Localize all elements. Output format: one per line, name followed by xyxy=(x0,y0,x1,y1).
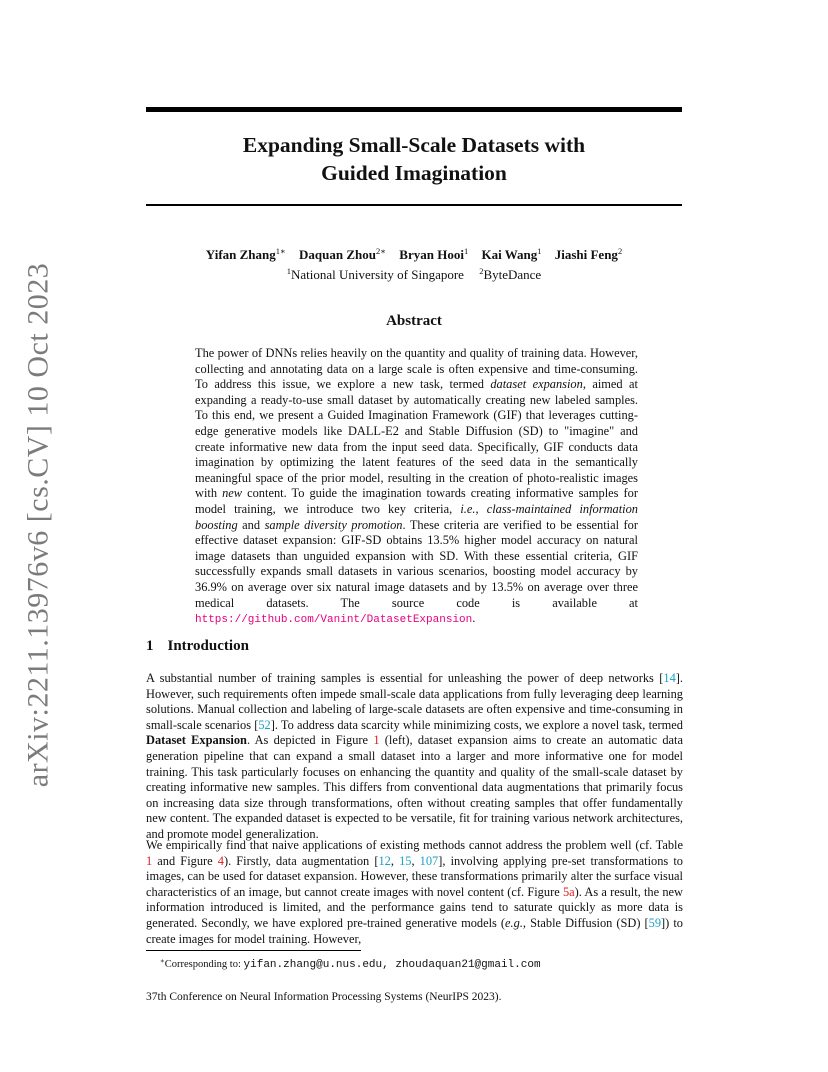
citation-link[interactable]: 52 xyxy=(258,717,271,732)
source-code-link[interactable]: https://github.com/Vanint/DatasetExpansion xyxy=(195,614,473,627)
table-link[interactable]: 1 xyxy=(146,853,153,868)
author: Bryan Hooi$^1$ xyxy=(399,246,469,262)
citation-link[interactable]: 15 xyxy=(399,853,412,868)
title-line-1: Expanding Small-Scale Datasets with xyxy=(242,133,586,157)
author: Kai Wang$^1$ xyxy=(481,246,542,262)
arxiv-side-stamp xyxy=(16,262,60,788)
section-title: Introduction xyxy=(167,638,249,654)
citation-link[interactable]: 14 xyxy=(663,671,676,685)
footnote: ∗Corresponding to: yifan.zhang@u.nus.edu, zhoudaquan21@gmail.com xyxy=(160,957,541,971)
affiliations xyxy=(146,263,682,283)
author: Jiashi Feng$^2$ xyxy=(554,246,623,262)
affiliation: $^2$ByteDance xyxy=(479,266,542,282)
intro-paragraph-2: We empirically find that naive applications of existing methods cannot address the problem well (cf. Table 1 and Figure 4). Firstly, data augmentation [12, 15, 107], involving applying pre-set transformations to images, can be used for dataset expansion. However, these transformations primarily alter the surface visual characteristics of an image, but cannot create images with novel content (cf. Figure 5a). As a result, the new information introduced is limited, and the performance gains tend to saturate quickly as more data is generated. Secondly, we have explored pre-trained generative models (e.g., Stable Diffusion (SD) [59]) to create images for model training. However, xyxy=(146,838,683,946)
arxiv-identifier: arXiv:2211.13976v6 [cs.CV] 10 Oct 2023 xyxy=(21,262,54,788)
figure-link[interactable]: 1 xyxy=(373,733,380,748)
citation-link[interactable]: 59 xyxy=(648,915,662,930)
citation-link[interactable]: 107 xyxy=(419,853,439,868)
author: Yifan Zhang$^{1∗}$ xyxy=(205,246,286,262)
figure-link[interactable]: 5a xyxy=(562,884,575,899)
author: Daquan Zhou$^{2∗}$ xyxy=(299,246,387,262)
title-bottom-rule xyxy=(146,204,682,206)
author-names xyxy=(146,243,682,263)
section-heading-introduction xyxy=(146,638,249,655)
affiliation: $^1$National University of Singapore xyxy=(286,266,464,282)
intro-paragraph-1: A substantial number of training samples is essential for unleashing the power of deep networks [14]. However, such requirements often impede small-scale data applications from fully leveraging deep learning solutions. Manual collection and labeling of large-scale datasets are often expensive and time-consuming in small-scale scenarios [52]. To address data scarcity while minimizing costs, we explore a novel task, termed Dataset Expansion. As depicted in Figure 1 (left), dataset expansion aims to create an automatic data generation pipeline that can expand a small dataset into a larger and more informative one for model training. This task particularly focuses on enhancing the quantity and quality of the small-scale dataset by creating informative new samples. This differs from conventional data augmentations that primarily focus on increasing data size through transformations, often without creating samples that offer fundamentally new content. The expanded dataset is expected to be versatile, fit for training various network architectures, and promote model generalization. xyxy=(146,671,683,841)
abstract-heading: Abstract xyxy=(386,313,442,329)
footnote-emails: yifan.zhang@u.nus.edu, zhoudaquan21@gmail.com xyxy=(243,959,541,971)
paper-title xyxy=(146,131,682,187)
title-line-2: Guided Imagination xyxy=(321,161,507,185)
figure-link[interactable]: 4 xyxy=(217,853,224,868)
section-number: 1 xyxy=(146,638,154,654)
conference-note: 37th Conference on Neural Information Processing Systems (NeurIPS 2023). xyxy=(146,991,502,1003)
author-block xyxy=(146,243,682,283)
citation-link[interactable]: 12 xyxy=(378,853,391,868)
footnote-rule xyxy=(146,950,361,951)
abstract-body: The power of DNNs relies heavily on the quantity and quality of training data. However, collecting and annotating data on a large scale is often expensive and time-consuming. To address this issue, we explore a new task, termed dataset expansion, aimed at expanding a ready-to-use small dataset by automatically creating new labeled samples. To this end, we present a Guided Imagination Framework (GIF) that leverages cutting-edge generative models like DALL-E2 and Stable Diffusion (SD) to "imagine" and create informative new data from the input seed data. Specifically, GIF conducts data imagination by optimizing the latent features of the seed data in the semantically meaningful space of the prior model, resulting in the creation of photo-realistic images with new content. To guide the imagination towards creating informative samples for model training, we introduce two key criteria, i.e., class-maintained information boosting and sample diversity promotion. These criteria are verified to be essential for effective dataset expansion: GIF-SD obtains 13.5% higher model accuracy on natural image datasets than unguided expansion with SD. With these essential criteria, GIF successfully expands small datasets in various scenarios, boosting model accuracy by 36.9% on average over six natural image datasets and by 13.5% on average over three medical datasets. The source code is available at https://github.com/Vanint/DatasetExpansion. xyxy=(195,346,639,627)
title-top-rule xyxy=(146,107,682,112)
